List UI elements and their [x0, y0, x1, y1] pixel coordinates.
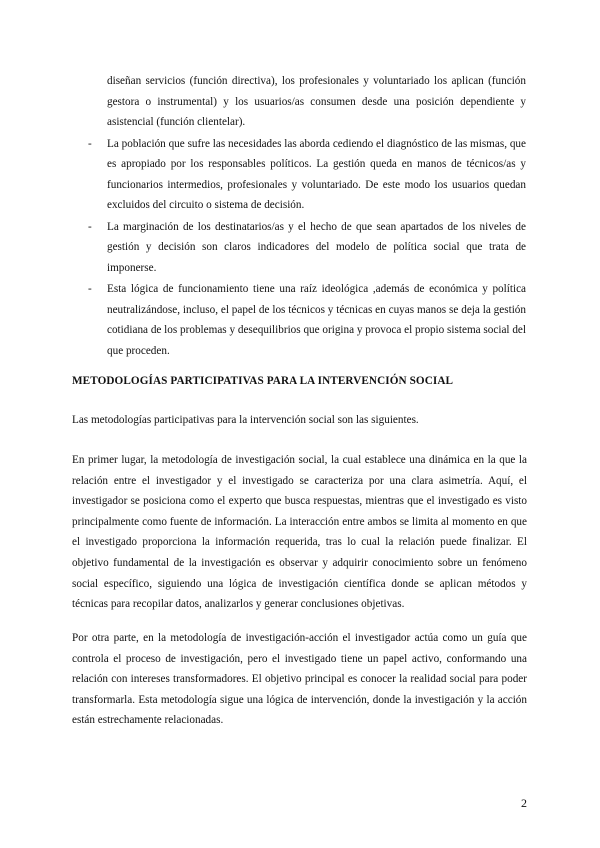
section-heading: METODOLOGÍAS PARTICIPATIVAS PARA LA INTERVENCIÓN SOCIAL: [72, 375, 454, 387]
bullet-text: La población que sufre las necesidades las aborda cediendo el diagnóstico de las mismas, que es apropiado por los responsables políticos. La gestión queda en manos de técnicos/as y funcionarios intermedios, profesionales y voluntariado. De este modo los usuarios quedan excluidos del circuito o sistema de decisión.: [107, 137, 526, 211]
bullet-item-continuation: [86, 71, 526, 133]
bullet-item: [86, 217, 526, 279]
action-research-paragraph: Por otra parte, en la metodología de investigación-acción el investigador actúa como un guía que controla el proceso de investigación, pero el investigado tiene un papel activo, conformando una relación con intereses transformadores. El objetivo principal es conocer la realidad social para poder transformarla. Esta metodología sigue una lógica de intervención, donde la investigación y la acción están estrechamente relacionadas.: [72, 632, 527, 727]
bullet-text: diseñan servicios (función directiva), los profesionales y voluntariado los aplican (función gestora o instrumental) y los usuarios/as consumen desde una posición dependiente y asistencial (función clientelar).: [107, 75, 526, 128]
research-paragraph: En primer lugar, la metodología de investigación social, la cual establece una dinámica en la que la relación entre el investigador y el investigado se caracteriza por una clara asimetría. Aquí, el investigador se posiciona como el experto que busca respuestas, mientras que el investigado es visto principalmente como fuente de información. La interacción entre ambos se limita al momento en que el investigado proporciona la información requerida, tras lo cual la relación puede finalizar. El objetivo fundamental de la investigación es observar y adquirir conocimiento sobre un fenómeno social específico, siguiendo una lógica de investigación científica donde se aplican métodos y técnicas para recopilar datos, analizarlos y generar conclusiones objetivas.: [72, 454, 527, 611]
bullet-dash: -: [88, 283, 92, 295]
bullet-dash: -: [88, 137, 92, 150]
bullet-text: La marginación de los destinatarios/as y el hecho de que sean apartados de los niveles de gestión y decisión son claros indicadores del modelo de política social que trata de imponerse.: [107, 220, 526, 274]
bullet-item: [86, 279, 526, 361]
bullet-dash: -: [88, 220, 92, 233]
bullet-item: [86, 134, 526, 216]
intro-paragraph: Las metodologías participativas para la intervención social son las siguientes.: [72, 414, 419, 426]
bullet-text: Esta lógica de funcionamiento tiene una raíz ideológica ,además de económica y política neutralizándose, incluso, el papel de los técnicos y técnicas en cuyas manos se deja la gestión cotidiana de los problemas y desequilibrios que origina y provoca el propio sistema social del que proceden.: [107, 283, 526, 357]
page-number: 2: [521, 796, 527, 810]
bullet-list: [86, 71, 526, 362]
